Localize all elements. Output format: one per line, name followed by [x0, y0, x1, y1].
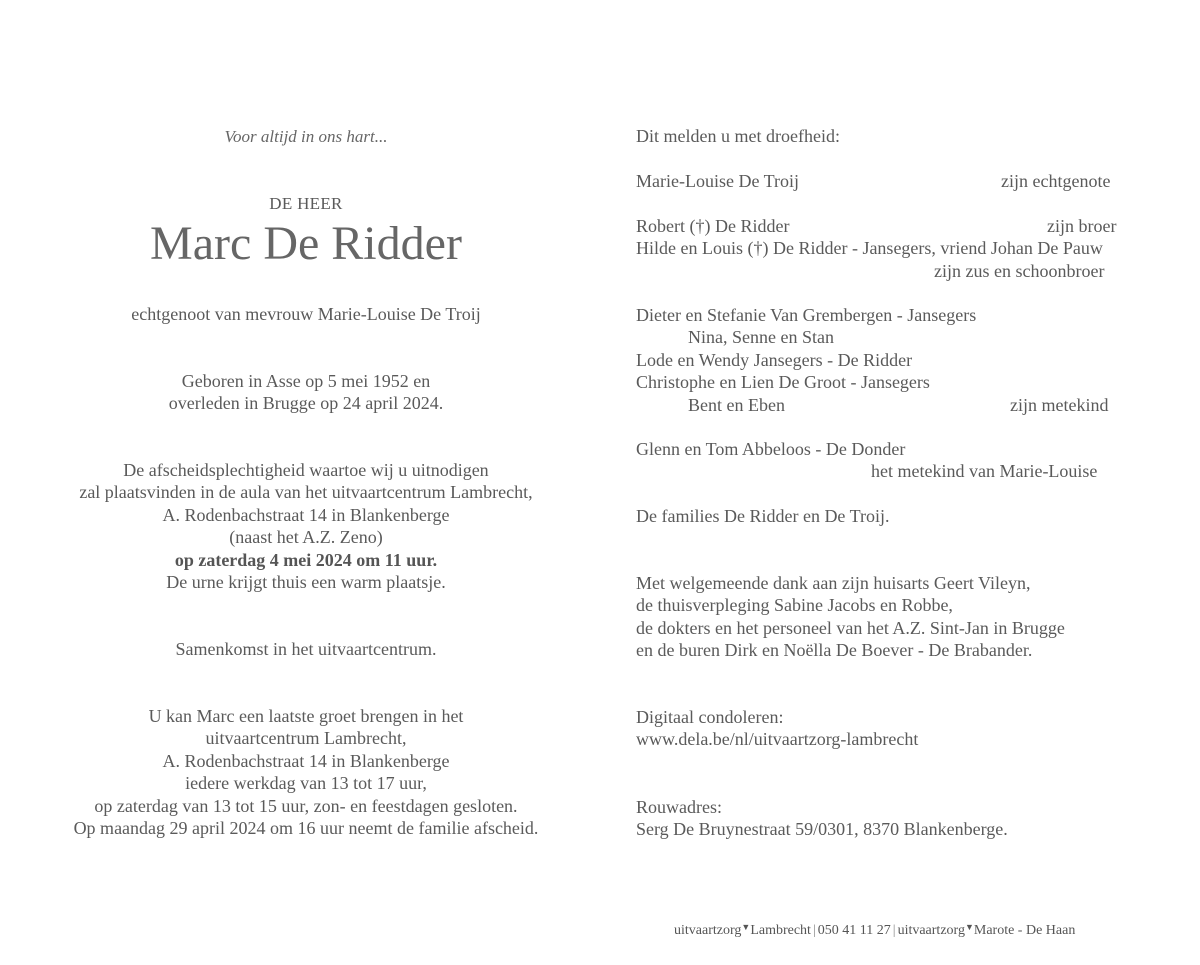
sibling-group [636, 215, 1176, 282]
ceremony-block [30, 459, 582, 593]
family-name: Christophe en Lien De Groot - Jansegers [636, 372, 930, 393]
text-line: en de buren Dirk en Noëlla De Boever - De Brabander. [636, 640, 1033, 661]
condolence-block [636, 706, 1176, 751]
address-text: Serg De Bruynestraat 59/0301, 8370 Blankenberge. [636, 819, 1008, 840]
family-row [636, 438, 1176, 460]
family-name: Marie-Louise De Troij [636, 171, 799, 191]
family-role: zijn metekind [1010, 394, 1109, 415]
birth-death-block [30, 370, 582, 415]
stepchildren-group [636, 304, 1176, 416]
text-line: de dokters en het personeel van het A.Z. Sint-Jan in Brugge [636, 617, 1065, 638]
deceased-name: Marc De Ridder [150, 217, 462, 270]
family-row [636, 170, 1176, 192]
spouse-line: echtgenoot van mevrouw Marie-Louise De Troij [131, 304, 481, 324]
ceremony-date: op zaterdag 4 mei 2024 om 11 uur. [174, 549, 438, 570]
divider: | [812, 923, 816, 938]
brand-location: Lambrecht [750, 923, 811, 938]
text-line: zal plaatsvinden in de aula van het uitvaartcentrum Lambrecht, [79, 482, 533, 503]
footer-brand [674, 918, 1075, 940]
family-row [636, 349, 1176, 371]
family-row [636, 304, 1176, 326]
spouse-group [636, 170, 1176, 192]
text-line: op zaterdag van 13 tot 15 uur, zon- en feestdagen gesloten. [94, 795, 518, 816]
text-line: uitvaartcentrum Lambrecht, [205, 728, 407, 749]
text-line: (naast het A.Z. Zeno) [229, 527, 383, 548]
text-line: Op maandag 29 april 2024 om 16 uur neemt de familie afscheid. [73, 818, 539, 839]
text-line: De urne krijgt thuis een warm plaatsje. [166, 572, 446, 593]
family-name: Dieter en Stefanie Van Grembergen - Jansegers [636, 305, 977, 325]
text-line: A. Rodenbachstraat 14 in Blankenberge [162, 504, 450, 525]
family-row [636, 460, 1176, 482]
triangle-icon: ▼ [741, 922, 751, 932]
condolence-label: Digitaal condoleren: [636, 707, 784, 727]
text-line: overleden in Brugge op 24 april 2024. [168, 393, 444, 414]
family-name: Robert (†) De Ridder [636, 216, 790, 236]
text-line: de thuisverpleging Sabine Jacobs en Robbe, [636, 595, 953, 616]
brand-name: uitvaartzorg [897, 923, 965, 938]
family-name: Nina, Senne en Stan [688, 327, 834, 348]
brand-location: Marote - De Haan [973, 923, 1076, 938]
intro-line: Dit melden u met droefheid: [636, 126, 840, 146]
family-name: Bent en Eben [688, 394, 785, 415]
tagline: Voor altijd in ons hart... [224, 127, 388, 146]
gathering-line: Samenkomst in het uitvaartcentrum. [175, 639, 437, 659]
text-line: Geboren in Asse op 5 mei 1952 en [181, 371, 431, 391]
brand-name: uitvaartzorg [674, 923, 742, 938]
text-line: iedere werkdag van 13 tot 17 uur, [185, 773, 427, 794]
address-label: Rouwadres: [636, 797, 722, 817]
family-row [636, 237, 1176, 259]
godchild-group [636, 438, 1176, 483]
family-row [636, 260, 1176, 282]
triangle-icon: ▼ [964, 922, 974, 932]
text-line: Met welgemeende dank aan zijn huisarts Geert Vileyn, [636, 573, 1031, 593]
honorific: DE HEER [269, 194, 343, 213]
family-role: zijn echtgenote [1001, 171, 1111, 191]
phone-number: 050 41 11 27 [817, 923, 891, 938]
family-row [636, 326, 1176, 348]
family-role: zijn zus en schoonbroer [934, 260, 1105, 281]
address-block [636, 796, 1176, 841]
families-line: De families De Ridder en De Troij. [636, 506, 890, 526]
text-line: De afscheidsplechtigheid waartoe wij u uitnodigen [123, 460, 489, 480]
family-role: het metekind van Marie-Louise [871, 461, 1098, 482]
family-row [636, 215, 1176, 237]
family-name: Hilde en Louis (†) De Ridder - Jansegers, vriend Johan De Pauw [636, 238, 1103, 259]
condolence-url[interactable]: www.dela.be/nl/uitvaartzorg-lambrecht [636, 729, 919, 750]
text-line: A. Rodenbachstraat 14 in Blankenberge [162, 750, 450, 771]
family-row [636, 371, 1176, 393]
text-line: U kan Marc een laatste groet brengen in het [148, 706, 464, 726]
thanks-block [636, 572, 1176, 662]
divider: | [892, 923, 896, 938]
family-name: Lode en Wendy Jansegers - De Ridder [636, 349, 913, 370]
visit-block [30, 705, 582, 839]
family-name: Glenn en Tom Abbeloos - De Donder [636, 439, 906, 459]
family-row [636, 394, 1176, 416]
family-role: zijn broer [1047, 216, 1117, 236]
